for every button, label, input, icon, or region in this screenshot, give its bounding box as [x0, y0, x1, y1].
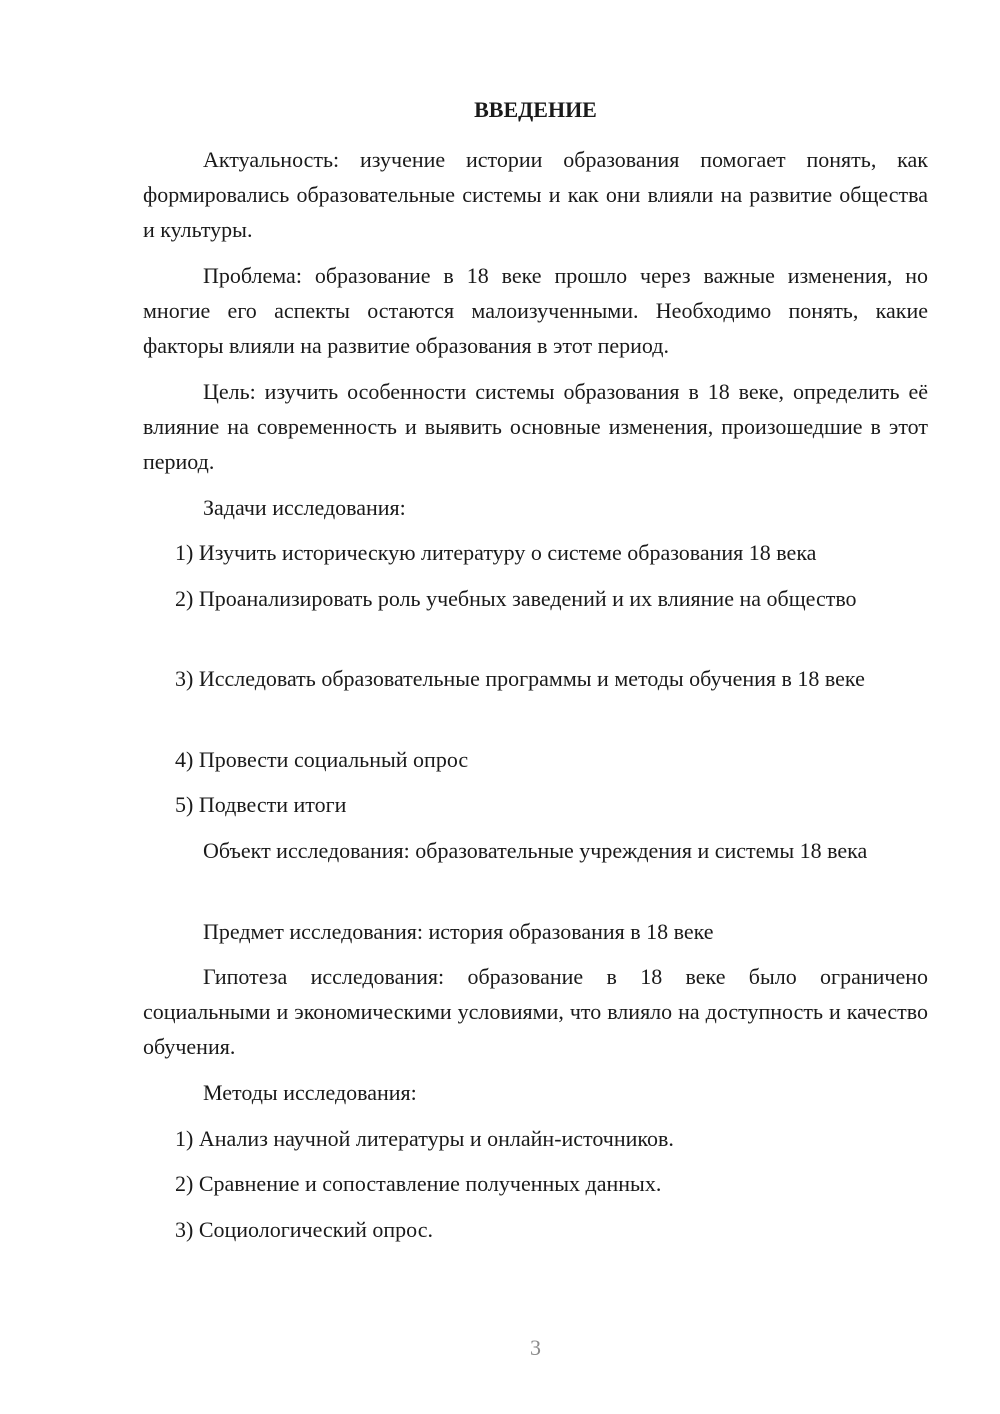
method-item-3: 3) Социологический опрос.: [175, 1217, 433, 1242]
task-item-4: 4) Провести социальный опрос: [175, 747, 469, 772]
paragraph-goal: Цель: изучить особенности системы образования в 18 веке, определить её влияние на современность и выявить основные изменения, произошедшие в этот период.: [143, 379, 928, 474]
paragraph-relevance: Актуальность: изучение истории образования помогает понять, как формировались образовательные системы и как они влияли на развитие общества и культуры.: [143, 147, 928, 242]
task-item-3: 3) Исследовать образовательные программы и методы обучения в 18 веке: [175, 666, 865, 691]
task-item-2: 2) Проанализировать роль учебных заведений и их влияние на общество: [175, 586, 857, 611]
paragraph-problem: Проблема: образование в 18 веке прошло через важные изменения, но многие его аспекты остаются малоизученными. Необходимо понять, какие факторы влияли на развитие образования в этот период.: [143, 263, 928, 358]
method-item-2: 2) Сравнение и сопоставление полученных данных.: [175, 1171, 662, 1196]
method-item-1: 1) Анализ научной литературы и онлайн-источников.: [175, 1126, 674, 1151]
task-item-1: 1) Изучить историческую литературу о системе образования 18 века: [175, 540, 817, 565]
paragraph-subject: Предмет исследования: история образования в 18 веке: [203, 919, 714, 944]
task-item-5: 5) Подвести итоги: [175, 792, 347, 817]
tasks-heading: Задачи исследования:: [203, 495, 406, 520]
section-title: ВВЕДЕНИЕ: [474, 97, 597, 122]
page-number: 3: [530, 1335, 541, 1360]
methods-heading: Методы исследования:: [203, 1080, 417, 1105]
document-page: [143, 0, 928, 1414]
paragraph-object: Объект исследования: образовательные учреждения и системы 18 века: [203, 838, 868, 863]
paragraph-hypothesis: Гипотеза исследования: образование в 18 веке было ограничено социальными и экономическими условиями, что влияло на доступность и качество обучения.: [143, 964, 928, 1059]
